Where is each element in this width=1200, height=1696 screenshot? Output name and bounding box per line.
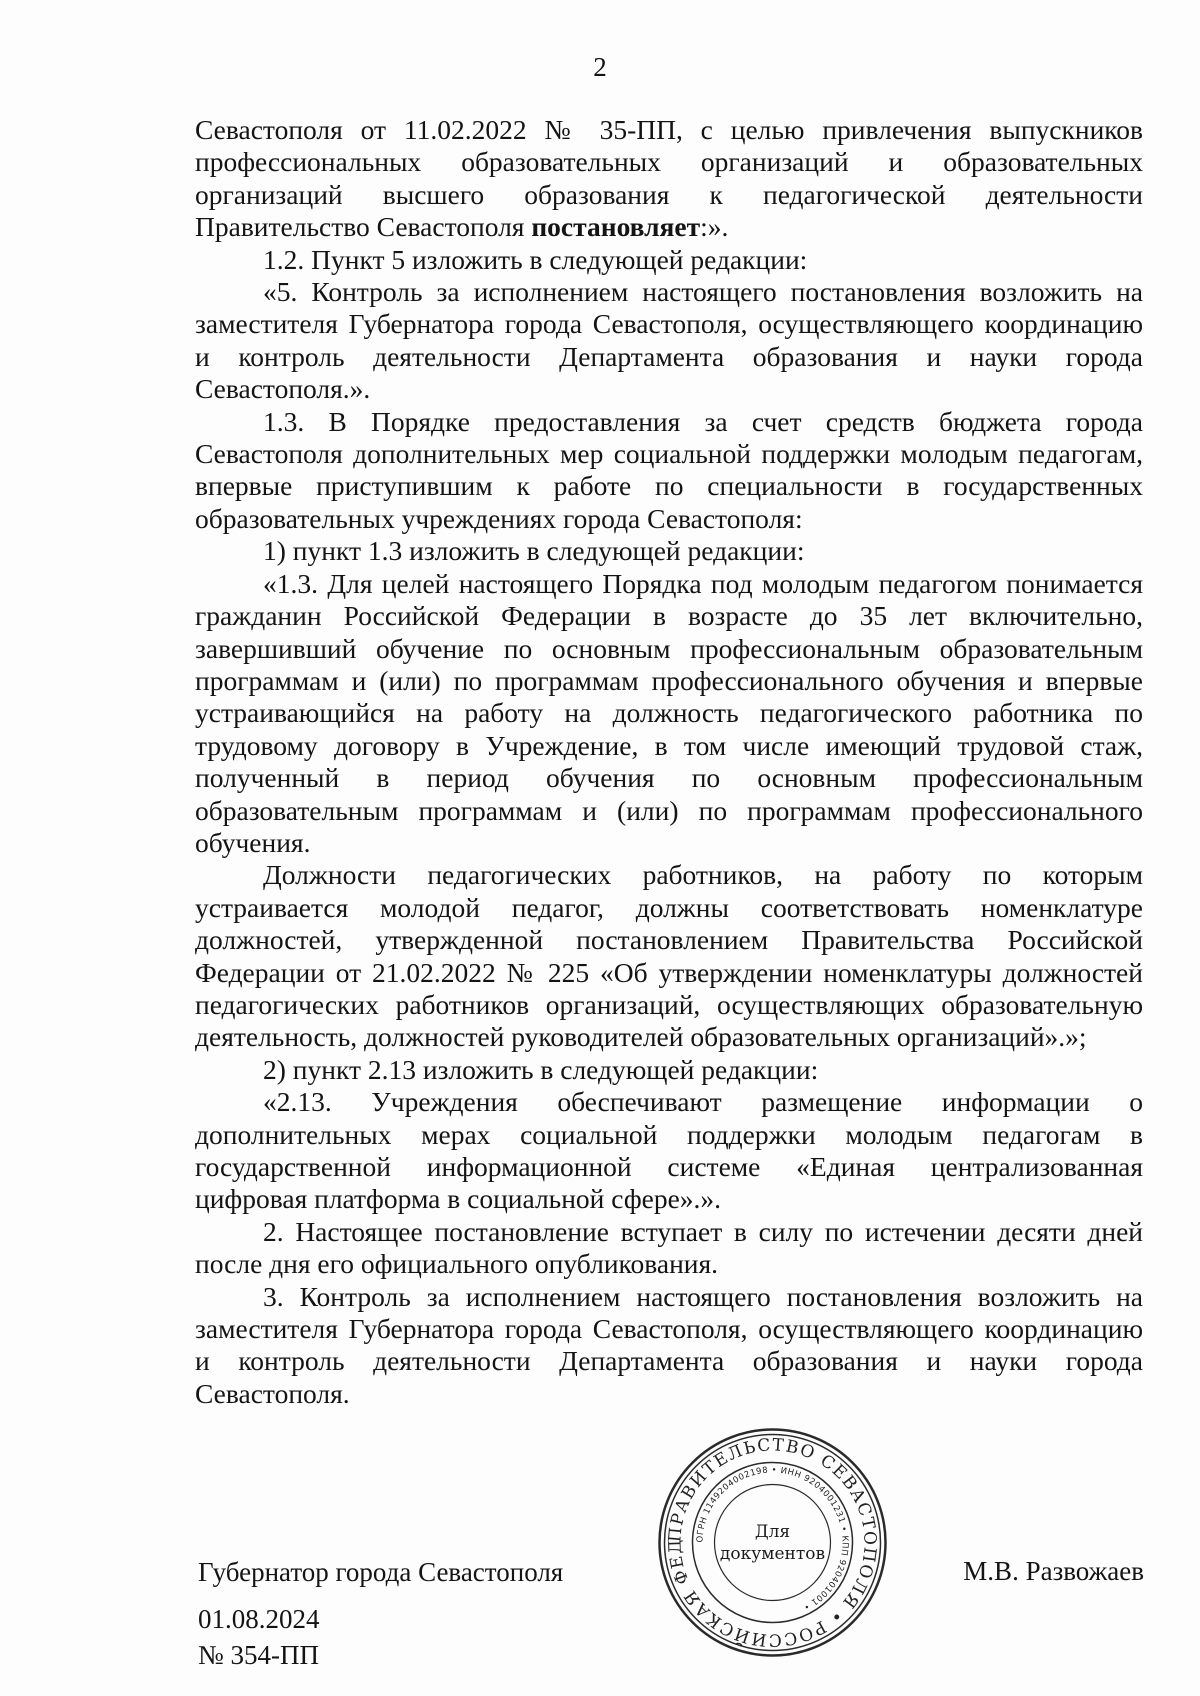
- signer-position: Губернатор города Севастополя: [198, 1557, 564, 1587]
- signer-name: М.В. Развожаев: [963, 1556, 1144, 1586]
- stamp-center-line2: документов: [719, 1543, 826, 1564]
- paragraph-p1-text: Севастополя от 11.02.2022 № 35-ПП, с целью привлечения выпускников профессиональных образовательных организаций и образовательных организаций высшего образования к педагогической деятельности Правительство Севастополя: [195, 114, 1143, 243]
- paragraph-p5: 1) пункт 1.3 изложить в следующей редакции:: [263, 535, 805, 567]
- paragraph-p3: «5. Контроль за исполнением настоящего постановления возложить на заместителя Губернатора города Севастополя, осуществляющего координацию и контроль деятельности Департамента образования и науки города Севастополя.».: [195, 276, 1143, 405]
- official-stamp: [655, 1425, 890, 1660]
- stamp-center: [655, 1425, 890, 1660]
- paragraph-p9: «2.13. Учреждения обеспечивают размещение информации о дополнительных мерах социальной поддержки молодым педагогам в государственной информационной системе «Единая централизованная цифровая платформа в социальной сфере».».: [195, 1086, 1143, 1215]
- paragraph-p8: 2) пункт 2.13 изложить в следующей редакции:: [263, 1053, 819, 1085]
- document-number: № 354-ПП: [198, 1640, 319, 1670]
- paragraph-p1-tail: :».: [700, 211, 729, 243]
- paragraph-p1: [195, 114, 1143, 244]
- paragraph-p11: 3. Контроль за исполнением настоящего постановления возложить на заместителя Губернатора города Севастополя, осуществляющего координацию и контроль деятельности Департамента образования и науки города Севастополя.: [195, 1280, 1143, 1409]
- paragraph-p2: 1.2. Пункт 5 изложить в следующей редакции:: [263, 243, 808, 275]
- document-body: [195, 114, 1143, 1410]
- page-number: 2: [593, 52, 607, 82]
- paragraph-p6: «1.3. Для целей настоящего Порядка под молодым педагогом понимается гражданин Российской Федерации в возрасте до 35 лет включительно, завершивший обучение по основным профессиональным образовательным программам и (или) по программам профессионального обучения и впервые устраивающийся на работу на должность педагогического работника по трудовому договору в Учреждение, в том числе имеющий трудовой стаж, полученный в период обучения по основным профессиональным образовательным программам и (или) по программам профессионального обучения.: [195, 567, 1143, 858]
- stamp-center-line1: Для: [754, 1521, 791, 1542]
- stamp-inner-text: ОГРН 1149204002198 • ИНН 9204001231 • КПП 920401001 •: [695, 1465, 850, 1612]
- paragraph-p10: 2. Настоящее постановление вступает в силу по истечении десяти дней после дня его официального опубликования.: [195, 1215, 1143, 1280]
- paragraph-p7: Должности педагогических работников, на работу по которым устраивается молодой педагог, должны соответствовать номенклатуре должностей, утвержденной постановлением Правительства Российской Федерации от 21.02.2022 № 225 «Об утверждении номенклатуры должностей педагогических работников организаций, осуществляющих образовательную деятельность, должностей руководителей образовательных организаций».»;: [195, 859, 1143, 1053]
- stamp-outer-text: ПРАВИТЕЛЬСТВО СЕВАСТОПОЛЯ • РОССИЙСКАЯ ФЕД: [665, 1435, 880, 1650]
- paragraph-p1-bold: постановляет: [531, 211, 701, 243]
- document-date: 01.08.2024: [198, 1604, 320, 1634]
- paragraph-p4: 1.3. В Порядке предоставления за счет средств бюджета города Севастополя дополнительных мер социальной поддержки молодым педагогам, впервые приступившим к работе по специальности в государственных образовательных учреждениях города Севастополя:: [195, 405, 1143, 534]
